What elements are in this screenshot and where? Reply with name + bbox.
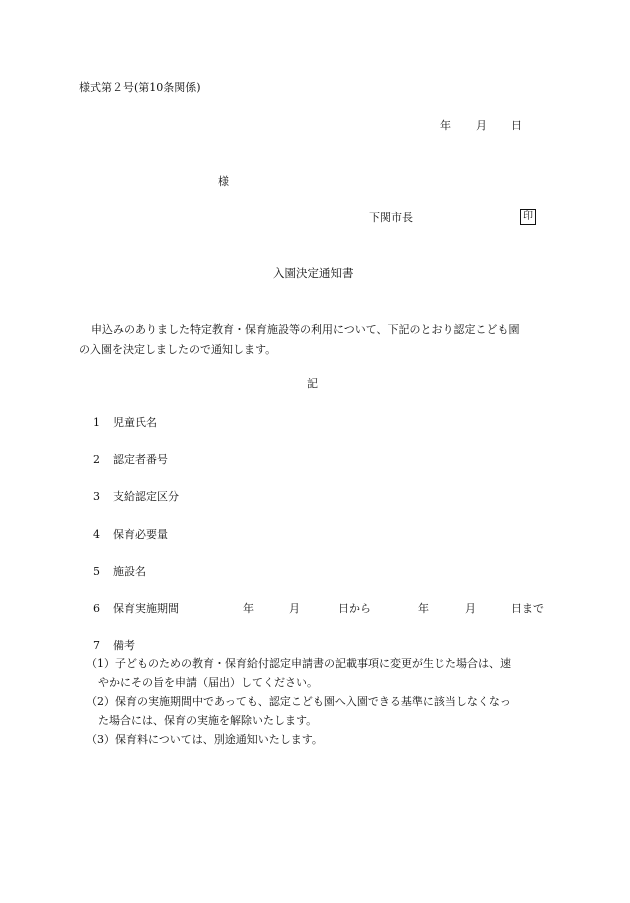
note-2-line-1: 保育の実施期間中であっても、認定こども園へ入園できる基準に該当しなくなっ: [115, 695, 511, 708]
item-3-number: 3: [93, 490, 100, 503]
note-1-number: （1）: [86, 657, 115, 670]
ki-heading: 記: [307, 377, 318, 390]
item-7-number: 7: [93, 639, 100, 652]
period-start-day: 日から: [338, 602, 371, 615]
date-year: 年: [440, 119, 451, 132]
recipient-suffix: 様: [218, 175, 229, 188]
item-2-number: 2: [93, 453, 100, 466]
issuer-name: 下関市長: [369, 211, 413, 224]
document-title: 入園決定通知書: [273, 266, 354, 280]
form-number-label: 様式第２号(第10条関係): [79, 81, 201, 94]
period-end-day: 日まで: [511, 602, 544, 615]
period-end-month: 月: [465, 602, 476, 615]
note-1: [86, 654, 556, 692]
item-2-label: 認定者番号: [113, 453, 168, 466]
period-start-year: 年: [243, 602, 254, 615]
body-paragraph: [79, 320, 549, 360]
item-1-number: 1: [93, 416, 100, 429]
note-3: [86, 730, 556, 749]
date-month: 月: [476, 119, 487, 132]
item-5-label: 施設名: [113, 565, 146, 578]
note-1-line-1: 子どものための教育・保育給付認定申請書の記載事項に変更が生じた場合は、速: [115, 657, 511, 670]
item-5-number: 5: [93, 565, 100, 578]
item-4-label: 保育必要量: [113, 528, 168, 541]
period-end-year: 年: [418, 602, 429, 615]
note-2: [86, 692, 556, 730]
note-3-number: （3）: [86, 733, 115, 746]
item-1-label: 児童氏名: [113, 416, 157, 429]
note-1-line-2: やかにその旨を申請（届出）してください。: [98, 676, 318, 689]
item-6-number: 6: [93, 602, 100, 615]
item-3-label: 支給認定区分: [113, 490, 179, 503]
period-start-month: 月: [289, 602, 300, 615]
seal-mark: 印: [520, 209, 536, 225]
note-2-line-2: た場合には、保育の実施を解除いたします。: [98, 714, 318, 727]
body-line-1: 申込みのありました特定教育・保育施設等の利用について、下記のとおり認定こども園: [91, 323, 520, 336]
item-6-label: 保育実施期間: [113, 602, 179, 615]
item-7-label: 備考: [113, 639, 135, 652]
note-3-line-1: 保育料については、別途通知いたします。: [115, 733, 323, 746]
body-line-2: の入園を決定しましたので通知します。: [79, 343, 277, 356]
item-4-number: 4: [93, 528, 100, 541]
note-2-number: （2）: [86, 695, 115, 708]
date-day: 日: [511, 119, 522, 132]
